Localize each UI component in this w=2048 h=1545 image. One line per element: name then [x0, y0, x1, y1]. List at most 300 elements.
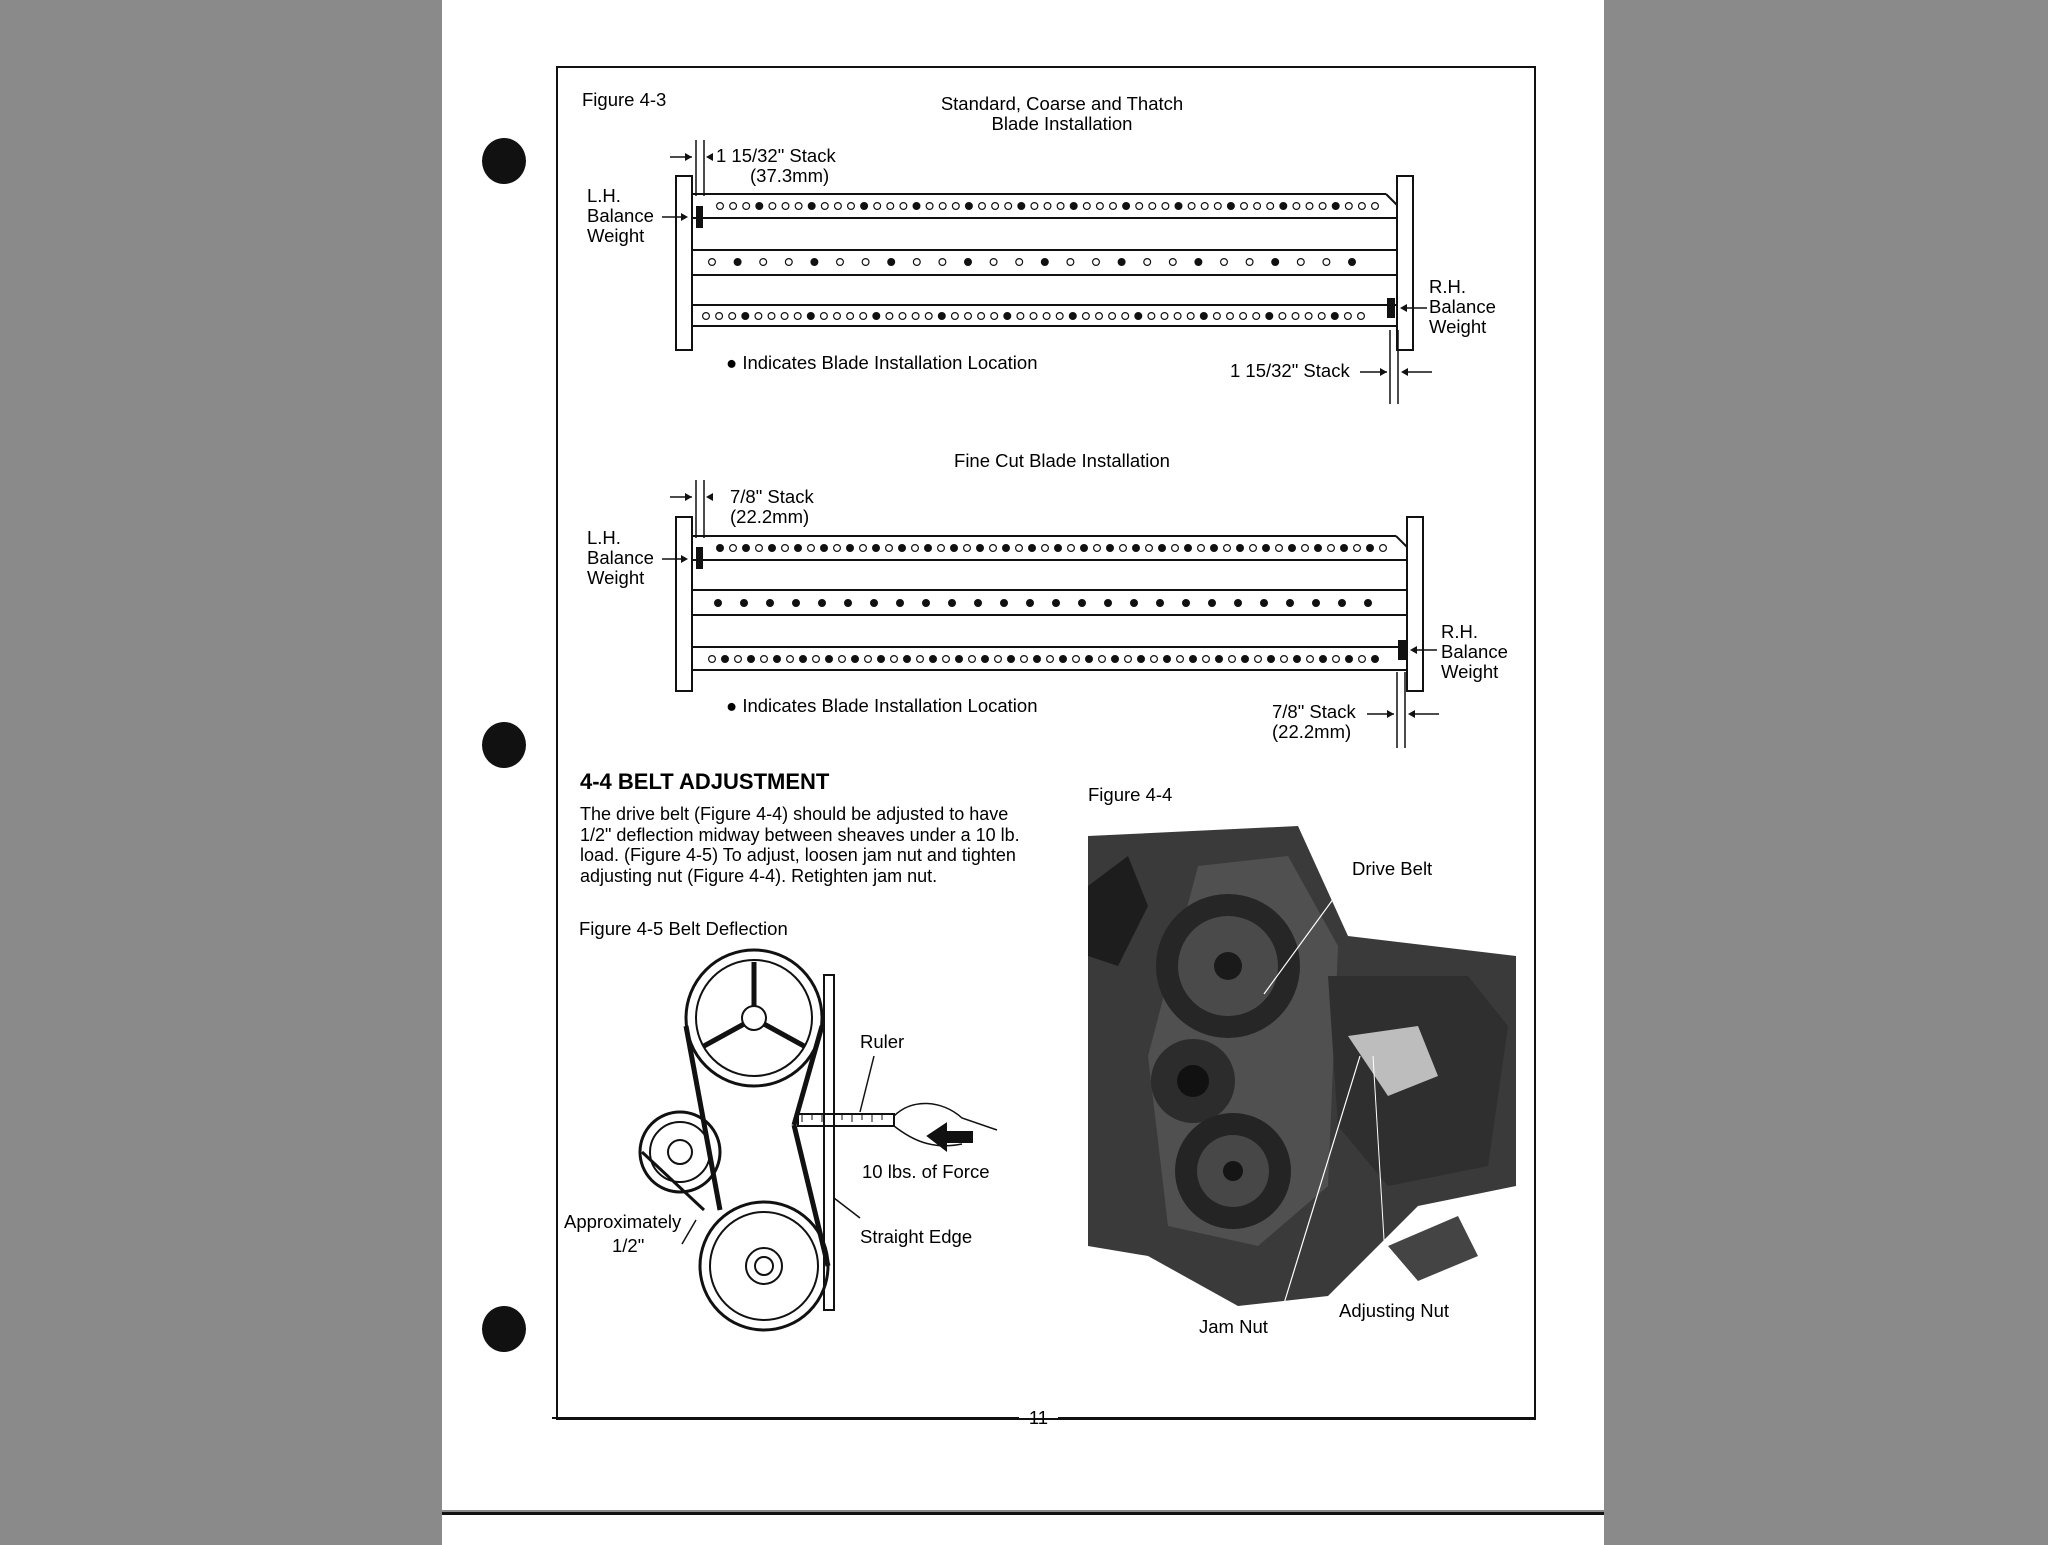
shaft-hole [1380, 545, 1387, 552]
shaft-hole [951, 545, 958, 552]
shaft-hole [1138, 656, 1145, 663]
shaft-hole [1276, 545, 1283, 552]
shaft-hole [1005, 203, 1012, 210]
shaft-hole [743, 545, 750, 552]
shaft-hole [1151, 656, 1158, 663]
force-label: 10 lbs. of Force [862, 1161, 990, 1182]
shaft-hole [1112, 656, 1119, 663]
shaft-hole [887, 203, 894, 210]
shaft-hole [874, 203, 881, 210]
rh-balance-line1: R.H. [1429, 276, 1466, 297]
shaft-hole [1146, 545, 1153, 552]
lh-balance-line3: Weight [587, 225, 645, 246]
shaft-hole [975, 600, 982, 607]
shaft-hole [995, 656, 1002, 663]
shaft-hole [826, 656, 833, 663]
shaft-hole [1136, 203, 1143, 210]
shaft-hole [965, 259, 972, 266]
shaft-hole [949, 600, 956, 607]
shaft-hole [717, 203, 724, 210]
shaft-hole [821, 545, 828, 552]
shaft-hole [888, 259, 895, 266]
shaft-hole [1067, 259, 1074, 266]
top-stack-mm: (37.3mm) [750, 165, 830, 186]
shaft-hole [1241, 203, 1248, 210]
shaft-hole [899, 313, 906, 320]
shaft-hole [1042, 545, 1049, 552]
shaft-hole [1185, 545, 1192, 552]
shaft-hole [939, 203, 946, 210]
shaft-hole [782, 545, 789, 552]
shaft-hole [1333, 656, 1340, 663]
shaft-hole [845, 600, 852, 607]
shaft-hole [1263, 545, 1270, 552]
shaft-hole [735, 656, 742, 663]
shaft-hole [1372, 203, 1379, 210]
shaft-hole [917, 656, 924, 663]
shaft-hole [795, 203, 802, 210]
shaft-hole [1224, 545, 1231, 552]
lh-balance-line2: Balance [587, 205, 654, 226]
shaft-hole [1358, 313, 1365, 320]
shaft-hole [800, 656, 807, 663]
shaft-hole [1162, 203, 1169, 210]
shaft-hole [1242, 656, 1249, 663]
shaft-hole [1086, 656, 1093, 663]
shaft-hole [847, 313, 854, 320]
shaft-hole [938, 313, 945, 320]
straight-edge-label: Straight Edge [860, 1226, 973, 1247]
shaft-hole [748, 656, 755, 663]
shaft-hole [1001, 600, 1008, 607]
shaft-hole [756, 203, 763, 210]
lh-balance-line1: L.H. [587, 185, 621, 206]
shaft-hole [956, 656, 963, 663]
shaft-hole [1110, 203, 1117, 210]
shaft-hole [1367, 545, 1374, 552]
shaft-hole [1187, 313, 1194, 320]
shaft-hole [848, 203, 855, 210]
shaft-hole [1214, 313, 1221, 320]
fine-rh-line2: Balance [1441, 641, 1508, 662]
shaft-hole [1227, 313, 1234, 320]
shaft-hole [1289, 545, 1296, 552]
shaft-hole [1190, 656, 1197, 663]
shaft-hole [716, 313, 723, 320]
shaft-hole [1306, 203, 1313, 210]
shaft-hole [1109, 313, 1116, 320]
shaft-hole [969, 656, 976, 663]
shaft-hole [1198, 545, 1205, 552]
belt-deflection-drawing [640, 950, 997, 1330]
section-body: The drive belt (Figure 4-4) should be adjusted to have 1/2" deflection midway between sheaves under a 10 lb. load. (Figure 4-5) To adjust, loosen jam nut and tighten adjusting nut (Figure 4-4). Retighten jam nut. [580, 804, 1020, 886]
shaft-hole [1267, 203, 1274, 210]
shaft-hole [808, 545, 815, 552]
shaft-hole [709, 259, 716, 266]
shaft-hole [1030, 313, 1037, 320]
shaft-hole [755, 313, 762, 320]
shaft-hole [1292, 313, 1299, 320]
shaft-hole [1070, 203, 1077, 210]
fine-lh-line2: Balance [587, 547, 654, 568]
shaft-hole [717, 545, 724, 552]
rh-balance-line3: Weight [1429, 316, 1487, 337]
figure-4-3-title-line2: Blade Installation [991, 113, 1133, 134]
shaft-hole [782, 203, 789, 210]
shaft-hole [943, 656, 950, 663]
shaft-hole [913, 203, 920, 210]
shaft-hole [912, 545, 919, 552]
shaft-hole [1122, 313, 1129, 320]
shaft-hole [979, 203, 986, 210]
rh-balance-line2: Balance [1429, 296, 1496, 317]
shaft-hole [1041, 259, 1048, 266]
shaft-hole [891, 656, 898, 663]
shaft-hole [1354, 545, 1361, 552]
shaft-hole [1250, 545, 1257, 552]
shaft-hole [1148, 313, 1155, 320]
shaft-hole [1261, 600, 1268, 607]
figure-4-3-label: Figure 4-3 [582, 89, 667, 110]
shaft-hole [1313, 600, 1320, 607]
shaft-hole [807, 313, 814, 320]
fine-rh-line3: Weight [1441, 661, 1499, 682]
shaft-hole [1172, 545, 1179, 552]
approx-line2: 1/2" [612, 1235, 645, 1256]
shaft-hole [992, 203, 999, 210]
shaft-hole [1123, 203, 1130, 210]
shaft-hole [1339, 600, 1346, 607]
shaft-hole [1297, 259, 1304, 266]
shaft-hole [734, 259, 741, 266]
shaft-hole [1144, 259, 1151, 266]
shaft-hole [1133, 545, 1140, 552]
shaft-hole [1372, 656, 1379, 663]
shaft-hole [1318, 313, 1325, 320]
shaft-hole [1008, 656, 1015, 663]
shaft-hole [1323, 259, 1330, 266]
shaft-hole [1305, 313, 1312, 320]
section-heading: 4-4 BELT ADJUSTMENT [580, 769, 830, 794]
shaft-hole [1214, 203, 1221, 210]
fine-blade-location-note: ● Indicates Blade Installation Location [726, 695, 1038, 716]
shaft-hole [811, 259, 818, 266]
shaft-hole [1302, 545, 1309, 552]
shaft-hole [1266, 313, 1273, 320]
shaft-hole [900, 203, 907, 210]
shaft-hole [834, 545, 841, 552]
shaft-hole [819, 600, 826, 607]
shaft-hole [741, 600, 748, 607]
shaft-hole [1031, 203, 1038, 210]
shaft-hole [939, 259, 946, 266]
shaft-hole [977, 545, 984, 552]
shaft-hole [871, 600, 878, 607]
shaft-hole [1246, 259, 1253, 266]
shaft-hole [1345, 313, 1352, 320]
shaft-hole [852, 656, 859, 663]
shaft-hole [1254, 203, 1261, 210]
shaft-hole [1159, 545, 1166, 552]
shaft-hole [756, 545, 763, 552]
shaft-hole [966, 203, 973, 210]
shaft-hole [1183, 600, 1190, 607]
shaft-hole [873, 545, 880, 552]
shaft-hole [769, 545, 776, 552]
shaft-hole [925, 313, 932, 320]
shaft-hole [938, 545, 945, 552]
shaft-hole [926, 203, 933, 210]
shaft-hole [1293, 203, 1300, 210]
shaft-hole [1307, 656, 1314, 663]
shaft-hole [709, 656, 716, 663]
shaft-hole [1237, 545, 1244, 552]
shaft-hole [1107, 545, 1114, 552]
shaft-hole [1056, 313, 1063, 320]
next-page-edge [442, 1512, 1604, 1545]
shaft-hole [1287, 600, 1294, 607]
document-page [442, 0, 1604, 1510]
shaft-hole [965, 313, 972, 320]
shaft-hole [715, 600, 722, 607]
shaft-hole [808, 203, 815, 210]
shaft-hole [730, 203, 737, 210]
shaft-hole [1195, 259, 1202, 266]
shaft-hole [1175, 203, 1182, 210]
shaft-hole [1018, 203, 1025, 210]
approx-line1: Approximately [564, 1211, 682, 1232]
shaft-hole [847, 545, 854, 552]
figure-4-5-label: Figure 4-5 Belt Deflection [579, 918, 788, 939]
shaft-hole [1177, 656, 1184, 663]
shaft-hole [861, 203, 868, 210]
shaft-hole [1131, 600, 1138, 607]
shaft-hole [768, 313, 775, 320]
shaft-hole [821, 313, 828, 320]
figure-4-3-title-line1: Standard, Coarse and Thatch [940, 93, 1184, 114]
shaft-hole [834, 313, 841, 320]
shaft-hole [793, 600, 800, 607]
shaft-hole [1029, 545, 1036, 552]
shaft-hole [1188, 203, 1195, 210]
shaft-hole [1253, 313, 1260, 320]
shaft-hole [1345, 203, 1352, 210]
shaft-hole [1135, 313, 1142, 320]
shaft-hole [1211, 545, 1218, 552]
shaft-hole [1094, 545, 1101, 552]
shaft-hole [1096, 313, 1103, 320]
shaft-hole [1055, 545, 1062, 552]
shaft-hole [1328, 545, 1335, 552]
shaft-hole [1279, 313, 1286, 320]
shaft-hole [1003, 545, 1010, 552]
shaft-hole [1359, 203, 1366, 210]
shaft-hole [742, 313, 749, 320]
shaft-hole [1164, 656, 1171, 663]
shaft-hole [1081, 545, 1088, 552]
shaft-hole [1093, 259, 1100, 266]
shaft-hole [1331, 313, 1338, 320]
shaft-hole [1073, 656, 1080, 663]
shaft-hole [952, 313, 959, 320]
shaft-hole [1240, 313, 1247, 320]
shaft-hole [860, 545, 867, 552]
shaft-hole [1044, 203, 1051, 210]
shaft-hole [1016, 545, 1023, 552]
shaft-hole [1209, 600, 1216, 607]
ruler-label: Ruler [860, 1031, 905, 1052]
shaft-hole [835, 203, 842, 210]
shaft-hole [839, 656, 846, 663]
shaft-hole [837, 259, 844, 266]
shaft-hole [795, 545, 802, 552]
shaft-hole [1349, 259, 1356, 266]
fine-lh-line1: L.H. [587, 527, 621, 548]
shaft-hole [982, 656, 989, 663]
shaft-hole [1268, 656, 1275, 663]
shaft-hole [930, 656, 937, 663]
shaft-hole [1174, 313, 1181, 320]
shaft-hole [862, 259, 869, 266]
shaft-hole [878, 656, 885, 663]
shaft-hole [1315, 545, 1322, 552]
shaft-hole [923, 600, 930, 607]
shaft-hole [1294, 656, 1301, 663]
shaft-hole [767, 600, 774, 607]
drive-belt-photo [1088, 826, 1516, 1346]
shaft-hole [769, 203, 776, 210]
shaft-hole [1021, 656, 1028, 663]
page-number: 11 [1028, 1407, 1049, 1428]
shaft-hole [1016, 259, 1023, 266]
shaft-hole [1320, 656, 1327, 663]
shaft-hole [1057, 203, 1064, 210]
shaft-hole [813, 656, 820, 663]
shaft-hole [821, 203, 828, 210]
shaft-hole [1319, 203, 1326, 210]
shaft-hole [787, 656, 794, 663]
bottom-stack-label: 1 15/32" Stack [1230, 360, 1350, 381]
shaft-hole [730, 545, 737, 552]
shaft-hole [912, 313, 919, 320]
blade-location-note: ● Indicates Blade Installation Location [726, 352, 1038, 373]
shaft-hole [1272, 259, 1279, 266]
fine-top-stack-label: 7/8" Stack [730, 486, 814, 507]
top-stack-label: 1 15/32" Stack [716, 145, 836, 166]
shaft-hole [978, 313, 985, 320]
shaft-hole [785, 259, 792, 266]
shaft-hole [794, 313, 801, 320]
shaft-hole [991, 313, 998, 320]
shaft-hole [761, 656, 768, 663]
shaft-hole [729, 313, 736, 320]
shaft-hole [1105, 600, 1112, 607]
shaft-hole [952, 203, 959, 210]
shaft-hole [1068, 545, 1075, 552]
shaft-hole [860, 313, 867, 320]
shaft-hole [1359, 656, 1366, 663]
shaft-hole [1060, 656, 1067, 663]
shaft-hole [774, 656, 781, 663]
shaft-hole [703, 313, 710, 320]
fine-top-stack-mm: (22.2mm) [730, 506, 810, 527]
shaft-hole [1118, 259, 1125, 266]
shaft-hole [873, 313, 880, 320]
fine-bottom-stack-mm: (22.2mm) [1272, 721, 1352, 742]
shaft-hole [1281, 656, 1288, 663]
shaft-hole [1169, 259, 1176, 266]
shaft-hole [1053, 600, 1060, 607]
shaft-hole [899, 545, 906, 552]
fine-cut-title: Fine Cut Blade Installation [954, 450, 1170, 471]
shaft-hole [1235, 600, 1242, 607]
shaft-hole [1229, 656, 1236, 663]
shaft-hole [1004, 313, 1011, 320]
shaft-hole [1047, 656, 1054, 663]
shaft-hole [1097, 203, 1104, 210]
shaft-hole [1027, 600, 1034, 607]
shaft-hole [1280, 203, 1287, 210]
shaft-hole [1157, 600, 1164, 607]
shaft-hole [1200, 313, 1207, 320]
shaft-hole [722, 656, 729, 663]
shaft-hole [904, 656, 911, 663]
shaft-hole [1255, 656, 1262, 663]
shaft-hole [1017, 313, 1024, 320]
shaft-hole [925, 545, 932, 552]
shaft-hole [1125, 656, 1132, 663]
shaft-hole [1228, 203, 1235, 210]
shaft-hole [1083, 313, 1090, 320]
shaft-hole [1043, 313, 1050, 320]
shaft-hole [990, 545, 997, 552]
shaft-hole [781, 313, 788, 320]
shaft-hole [897, 600, 904, 607]
shaft-hole [1203, 656, 1210, 663]
shaft-hole [1346, 656, 1353, 663]
shaft-hole [1161, 313, 1168, 320]
figure-4-4-label: Figure 4-4 [1088, 784, 1173, 805]
shaft-hole [1069, 313, 1076, 320]
shaft-hole [886, 545, 893, 552]
shaft-hole [1332, 203, 1339, 210]
shaft-hole [964, 545, 971, 552]
fine-rh-line1: R.H. [1441, 621, 1478, 642]
shaft-hole [743, 203, 750, 210]
shaft-hole [913, 259, 920, 266]
shaft-hole [1120, 545, 1127, 552]
drive-belt-label: Drive Belt [1352, 858, 1433, 879]
shaft-hole [1216, 656, 1223, 663]
shaft-hole [760, 259, 767, 266]
shaft-hole [1099, 656, 1106, 663]
shaft-hole [1083, 203, 1090, 210]
fine-bottom-stack-label: 7/8" Stack [1272, 701, 1356, 722]
adjusting-nut-label: Adjusting Nut [1339, 1300, 1450, 1321]
shaft-hole [865, 656, 872, 663]
shaft-hole [990, 259, 997, 266]
shaft-hole [1079, 600, 1086, 607]
jam-nut-label: Jam Nut [1199, 1316, 1268, 1337]
shaft-hole [1341, 545, 1348, 552]
shaft-hole [1149, 203, 1156, 210]
shaft-hole [1221, 259, 1228, 266]
shaft-hole [886, 313, 893, 320]
fine-lh-line3: Weight [587, 567, 645, 588]
shaft-hole [1201, 203, 1208, 210]
shaft-hole [1034, 656, 1041, 663]
shaft-hole [1365, 600, 1372, 607]
